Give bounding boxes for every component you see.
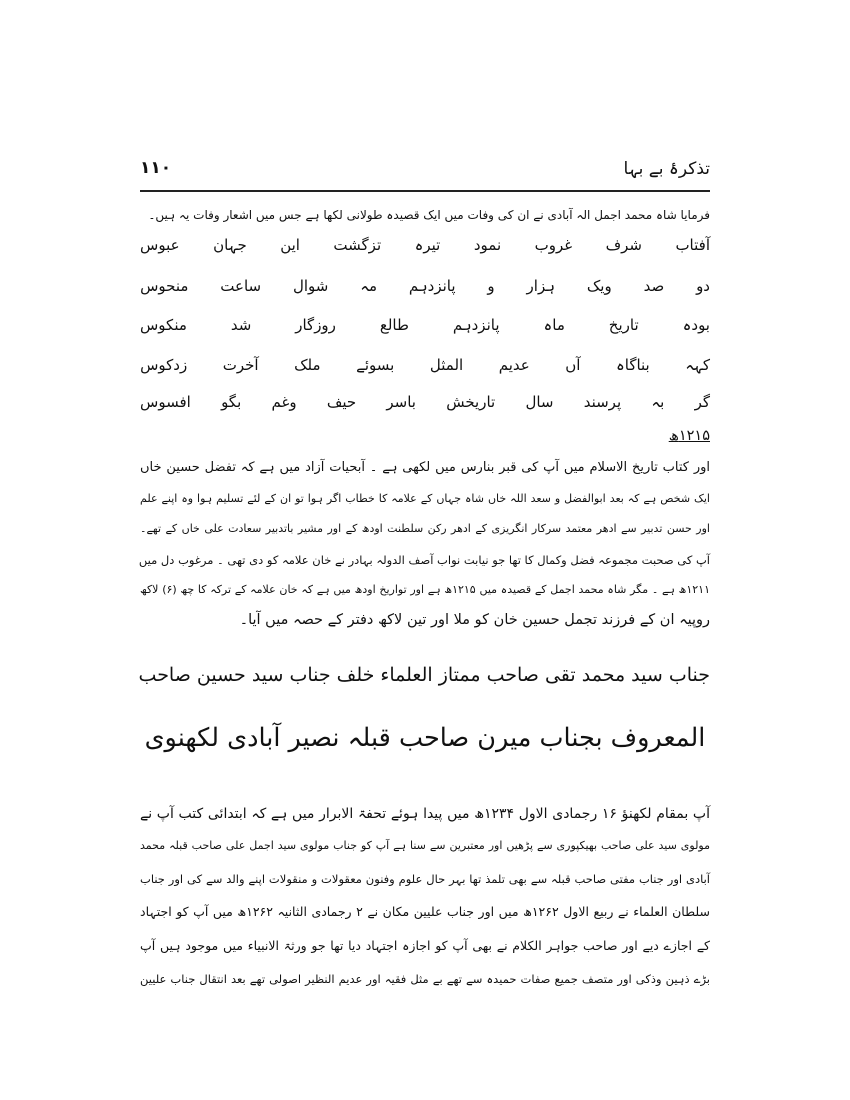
year-note: ۱۲۱۵ھ (668, 428, 710, 444)
verse-word: تزگشت (333, 236, 382, 254)
verse-word: زدکوس (140, 356, 188, 374)
verse-word: بناگاہ (615, 356, 650, 374)
paragraph-line: اور حسن تدبیر سے ادھر معتمد سرکار انگریزی کے ادھر رکن سلطنت اودھ کے اور مشیر باتدبیر سعادت علی خاں کے تھے۔ (140, 522, 710, 535)
verse-word: نمود (473, 236, 502, 254)
verse-word: عبوس (140, 236, 180, 254)
verse-word: صد (643, 277, 665, 295)
paragraph-line: بڑے ذہین وذکی اور متصف جمیع صفات حمیدہ سے تھے بے مثل فقیہ اور عدیم النظیر اصولی تھے بعد انتقال جناب علیین (140, 972, 710, 986)
verse-word: تاریخش (446, 393, 496, 411)
verse-word: آں (565, 356, 581, 374)
verse-word: منکوس (140, 316, 187, 334)
verse-word: شرف (605, 236, 642, 254)
verse-word: حیف (326, 393, 357, 411)
paragraph-line: سلطان العلماء نے ربیع الاول ۱۲۶۲ھ میں اور جناب علیین مکان نے ۲ رجمادی الثانیہ ۱۲۶۲ھ میں آپ کو اجتہاد (140, 904, 710, 919)
paragraph-line: آپ بمقام لکھنؤ ۱۶ رجمادی الاول ۱۲۳۴ھ میں پیدا ہوئے تحفۃ الابرار میں ہے کہ ابتدائی کتب آپ نے (140, 806, 710, 822)
verse-word: ساعت (220, 277, 262, 295)
verse-word: بسوئے (356, 356, 395, 374)
paragraph-line: روپیہ ان کے فرزند تجمل حسین خان کو ملا اور تین لاکھ دفتر کے حصہ میں آیا۔ (239, 612, 710, 628)
verse-word: ویک (586, 277, 612, 295)
verse-line (140, 277, 710, 297)
verse-word: کہہ (685, 356, 710, 374)
verse-word: بہ (651, 393, 665, 411)
verse-word: مہ (360, 277, 378, 295)
verse-word: آفتاب (675, 236, 710, 254)
verse-word: ملک (294, 356, 321, 374)
verse-word: المثل (429, 356, 464, 374)
verse-word: طالع (379, 316, 409, 334)
verse-word: افسوس (140, 393, 191, 411)
page-number: ۱۱۰ (140, 158, 172, 178)
verse-word: و (487, 277, 495, 295)
verse-word: منحوس (140, 277, 189, 295)
verse-word: دو (696, 277, 710, 295)
verse-word: سال (525, 393, 554, 411)
book-title: تذکرۂ بے بہا (623, 159, 710, 179)
verse-word: گر (694, 393, 710, 411)
paragraph-line: آبادی اور جناب مفتی صاحب قبلہ سے بھی تلمذ تھا بہر حال علوم وفنون معقولات و منقولات اپنے والد سے کی اور جناب (140, 872, 710, 886)
paragraph-line: ۱۲۱۱ھ ہے ۔ مگر شاہ محمد اجمل کے قصیدہ میں ۱۲۱۵ھ ہے اور تواریخ اودھ میں ہے کہ خان علامہ کے ترکہ کا چھ (۶) لاکھ (140, 583, 710, 596)
verse-word: ہزار (526, 277, 556, 295)
verse-word: آخرت (222, 356, 259, 374)
verse-word: پانزدہم (452, 316, 500, 334)
verse-word: باسر (386, 393, 416, 411)
section-subheading: المعروف بجناب میرن صاحب قبلہ نصیر آبادی لکھنوی (144, 723, 706, 753)
paragraph-line: مولوی سید علی صاحب بھیکپوری سے پڑھیں اور معتبرین سے سنا ہے آپ کو جناب مولوی سید اجمل علی صاحب قبلہ محمد (140, 839, 710, 852)
verse-word: پانزدہم (408, 277, 456, 295)
verse-word: ماہ (543, 316, 565, 334)
verse-word: غروب (534, 236, 573, 254)
verse-line (140, 356, 710, 376)
verse-word: روزگار (295, 316, 336, 334)
paragraph-line: کے اجازے دیے اور صاحب جواہر الکلام نے بھی آپ کو اجازہ اجتہاد دیا تھا جو ورثۃ الانبیاء میں موجود ہیں آپ (140, 938, 710, 953)
verse-word: عدیم (498, 356, 530, 374)
verse-word: وغم (271, 393, 297, 411)
header-rule (140, 190, 710, 192)
verse-word: تیرہ (414, 236, 441, 254)
paragraph-line: ایک شخص ہے کہ بعد ابوالفضل و سعد اللہ خاں شاہ جہاں کے علامہ کا خطاب اگر ہوا تو ان کے لئے تسلیم ہوا وہ اپنے علم (140, 492, 710, 505)
section-heading: جناب سید محمد تقی صاحب ممتاز العلماء خلف جناب سید حسین صاحب (138, 664, 710, 686)
verse-word: تاریخ (608, 316, 639, 334)
verse-word: شوال (292, 277, 329, 295)
verse-word: بودہ (682, 316, 710, 334)
verse-word: این (280, 236, 300, 254)
verse-line (140, 316, 710, 336)
intro-line: فرمایا شاہ محمد اجمل الہ آبادی نے ان کی وفات میں ایک قصیدہ طولانی لکھا ہے جس میں اشعار وفات یہ ہیں۔ (148, 208, 710, 222)
verse-line (140, 236, 710, 256)
verse-word: جہان (213, 236, 247, 254)
verse-word: شد (230, 316, 252, 334)
verse-word: پرسند (583, 393, 622, 411)
verse-line (140, 393, 710, 413)
running-header (140, 158, 710, 188)
paragraph-line: آپ کی صحبت مجموعہ فضل وکمال کا تھا جو نیابت نواب آصف الدولہ بہادر نے خان علامہ کو دی تھی ۔ مرغوب دل میں (138, 553, 710, 567)
paragraph-line: اور کتاب تاریخ الاسلام میں آپ کی قبر بنارس میں لکھی ہے ۔ آبحیات آزاد میں ہے کہ تفضل حسین خاں (140, 460, 710, 475)
verse-word: بگو (221, 393, 242, 411)
